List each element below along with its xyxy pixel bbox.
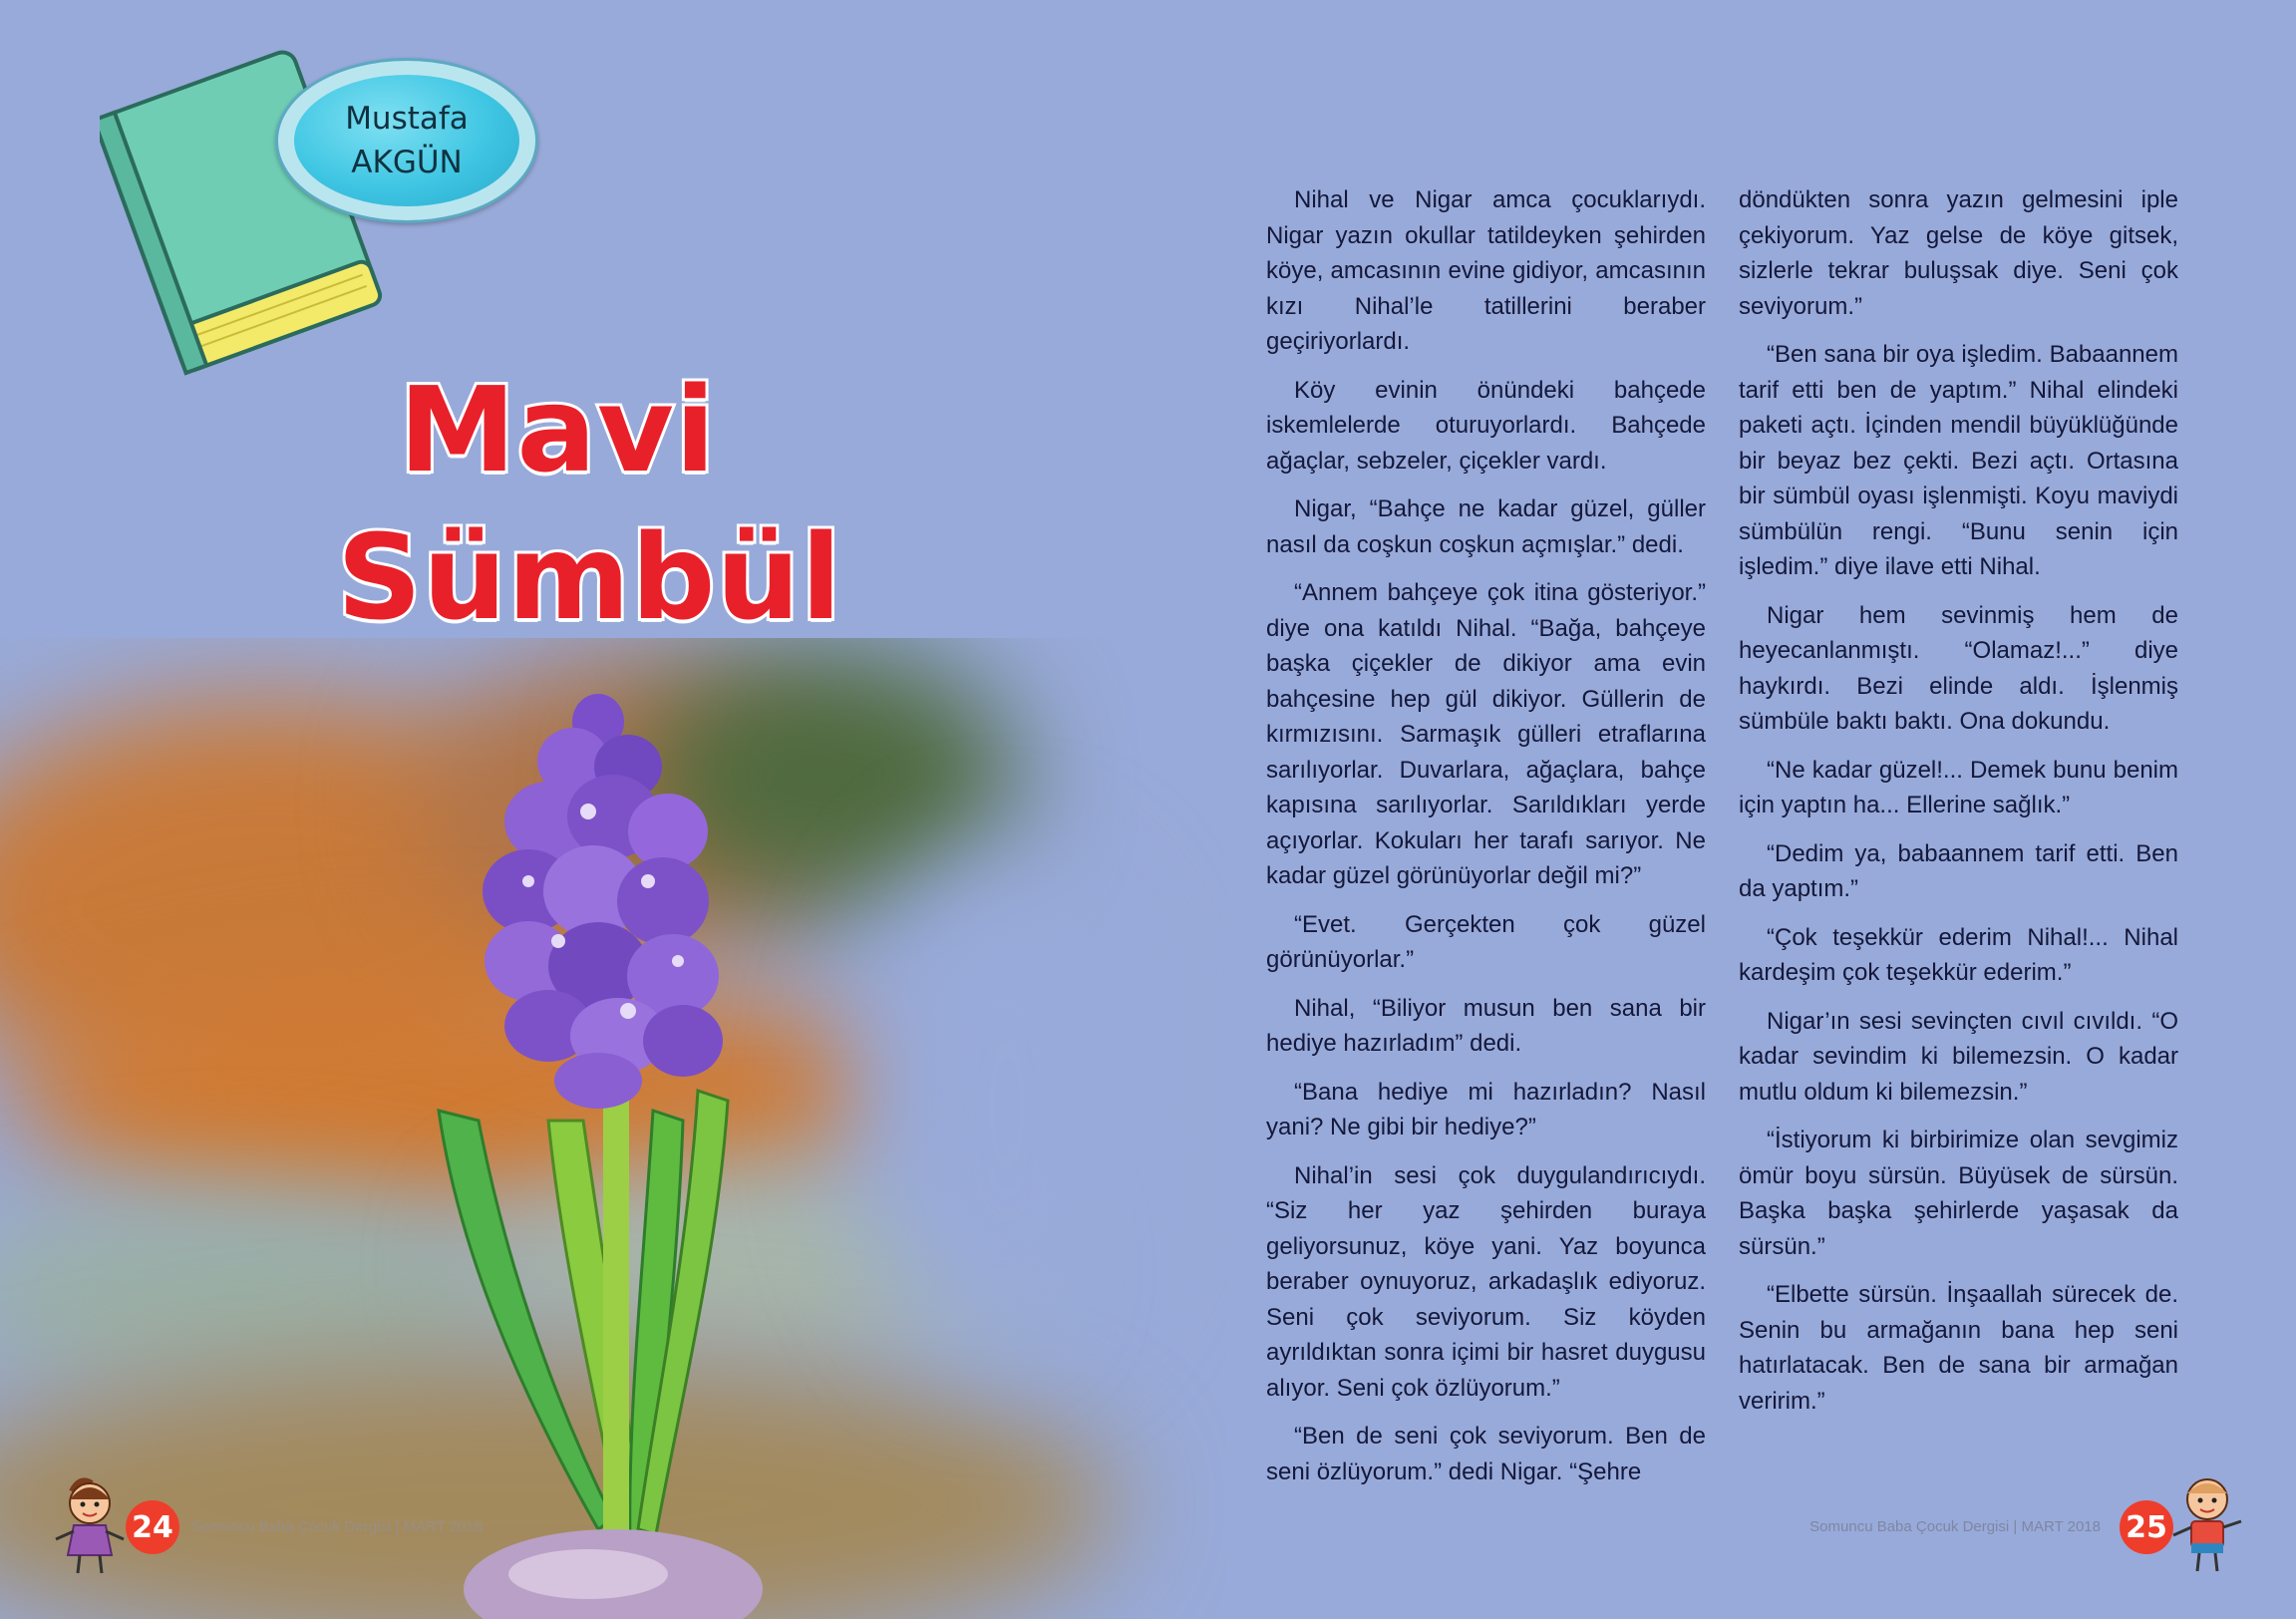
story-paragraph: Nihal ve Nigar amca çocuklarıydı. Nigar yazın okullar tatildeyken şehirden köye, amcasının evine gidiyor, amcasının kızı Nihal’le tatillerini beraber geçiriyorlardı.: [1266, 186, 1706, 355]
author-first-name: Mustafa: [345, 101, 469, 137]
footer-left-text: Somuncu Baba Çocuk Dergisi | MART 2018: [191, 1518, 483, 1535]
page-number-left: 24: [126, 1500, 179, 1554]
story-paragraph: “Bana hediye mi hazırladın? Nasıl yani? Ne gibi bir hediye?”: [1266, 1078, 1706, 1140]
story-paragraph: “Ben de seni çok seviyorum. Ben de seni özlüyorum.” dedi Nigar. “Şehre: [1266, 1423, 1706, 1485]
author-badge-inner: [294, 75, 519, 206]
story-paragraph: “Dedim ya, babaannem tarif etti. Ben da yaptım.”: [1739, 839, 2178, 902]
story-paragraph: “Annem bahçeye çok itina gösteriyor.” diye ona katıldı Nihal. “Bağa, bahçeye başka çiçekler de dikiyor ama evin bahçesine hep gül dikiyor. Güllerin de kırmızısını. Sarmaşık gülleri etraflarına sarılıyorlar. Duvarlara, ağaçlara, bahçe kapısına sarılıyorlar. Sarıldıkları yerde açıyorlar. Kokuları her tarafı sarıyor. Ne kadar güzel görünüyorlar değil mi?”: [1266, 579, 1706, 889]
story-paragraph: “Elbette sürsün. İnşaallah sürecek de. Senin bu armağanın bana hep seni hatırlatacak. Ben de sana bir armağan veririm.”: [1739, 1281, 2178, 1415]
author-badge: [275, 58, 538, 223]
story-paragraph: Nihal’in sesi çok duygulandırıcıydı. “Siz her yaz şehirden buraya geliyorsunuz, köye yani. Yaz boyunca beraber oynuyoruz, arkadaşlık ediyoruz. Seni çok seviyorum. Siz köyden ayrıldıktan sonra içimi bir hasret duygusu alıyor. Seni çok özlüyorum.”: [1266, 1161, 1706, 1402]
story-paragraph: Nigar’ın sesi sevinçten cıvıl cıvıldı. “O kadar sevindim ki bilemezsin. O kadar mutlu oldum ki bilemezsin.”: [1739, 1007, 2178, 1106]
stem: [603, 1041, 629, 1539]
bulb-highlight: [508, 1549, 668, 1599]
story-paragraph: “Evet. Gerçekten çok güzel görünüyorlar.”: [1266, 910, 1706, 973]
boy-mascot-icon: [2167, 1471, 2247, 1576]
girl-mascot-icon: [50, 1473, 130, 1578]
author-last-name: AKGÜN: [351, 145, 463, 180]
story-paragraph: “Ben sana bir oya işledim. Babaannem tarif etti ben de yaptım.” Nihal elindeki paketi açtı. İçinden mendil büyüklüğünde bir beyaz bez çekti. Bezi açtı. Ortasına bir sümbül oyası işlenmişti. Koyu maviydi sümbülün rengi. “Bunu senin için işledim.” diye ilave etti Nihal.: [1739, 341, 2178, 580]
story-paragraph: döndükten sonra yazın gelmesini iple çekiyorum. Yaz gelse de köye gitsek, sizlerle tekrar buluşsak diye. Seni çok seviyorum.”: [1739, 186, 2178, 320]
story-paragraph: “İstiyorum ki birbirimize olan sevgimiz ömür boyu sürsün. Büyüsek de sürsün. Başka başka şehirlerde yaşasak da sürsün.”: [1739, 1127, 2178, 1260]
hyacinth-illustration: [399, 692, 818, 1619]
footer-right-text: Somuncu Baba Çocuk Dergisi | MART 2018: [1809, 1518, 2101, 1535]
story-left-column: [1266, 182, 1706, 1502]
title-line-2: Sümbül: [337, 508, 842, 646]
title-line-1: Mavi: [399, 361, 717, 498]
page-number-right: 25: [2120, 1500, 2173, 1554]
story-paragraph: Köy evinin önündeki bahçede iskemlelerde oturuyorlardı. Bahçede ağaçlar, sebzeler, çiçekler vardı.: [1266, 376, 1706, 475]
story-paragraph: Nigar, “Bahçe ne kadar güzel, güller nasıl da coşkun coşkun açmışlar.” dedi.: [1266, 495, 1706, 558]
story-paragraph: “Çok teşekkür ederim Nihal!... Nihal kardeşim çok teşekkür ederim.”: [1739, 923, 2178, 986]
story-right-column: [1739, 182, 2178, 1432]
story-paragraph: “Ne kadar güzel!... Demek bunu benim için yaptın ha... Ellerine sağlık.”: [1739, 756, 2178, 818]
flower-cluster: [483, 694, 723, 1109]
story-paragraph: Nigar hem sevinmiş hem de heyecanlanmıştı. “Olamaz!...” diye haykırdı. Bezi elinde aldı. İşlenmiş sümbüle baktı baktı. Ona dokundu.: [1739, 601, 2178, 735]
story-paragraph: Nihal, “Biliyor musun ben sana bir hediye hazırladım” dedi.: [1266, 994, 1706, 1057]
